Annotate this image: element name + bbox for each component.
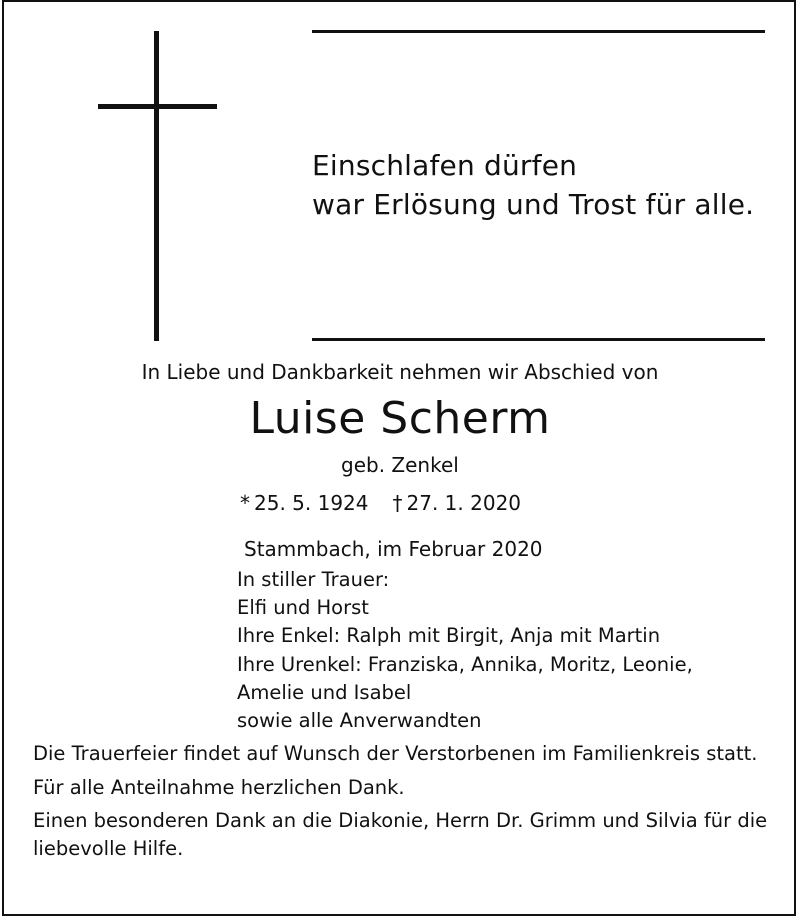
note-paragraph: Die Trauerfeier findet auf Wunsch der Verstorbenen im Familienkreis statt. <box>33 742 758 765</box>
death-date: 27. 1. 2020 <box>406 491 522 515</box>
top-divider <box>312 30 765 33</box>
birth-symbol: * <box>240 491 250 515</box>
intro-text: In Liebe und Dankbarkeit nehmen wir Abschied von <box>141 360 659 384</box>
maiden-name: geb. Zenkel <box>341 453 459 477</box>
mourners-list <box>237 566 693 735</box>
notes <box>33 740 773 868</box>
death-symbol: † <box>392 491 403 515</box>
note-paragraph: Für alle Anteilnahme herzlichen Dank. <box>33 775 405 799</box>
mourners-line: Ihre Urenkel: Franziska, Annika, Moritz, Leonie, <box>237 652 693 676</box>
cross-horizontal-bar <box>98 104 217 109</box>
motto <box>312 146 754 224</box>
mourners-line: Ihre Enkel: Ralph mit Birgit, Anja mit Martin <box>237 624 661 648</box>
note-paragraph: Einen besonderen Dank an die Diakonie, Herrn Dr. Grimm und Silvia für die liebevolle Hilfe. <box>33 809 768 860</box>
mourners-line: In stiller Trauer: <box>237 568 390 591</box>
life-dates <box>240 488 521 518</box>
motto-line-1: Einschlafen dürfen <box>312 149 578 182</box>
mourners-line: Elfi und Horst <box>237 596 369 620</box>
deceased-name: Luise Scherm <box>249 393 551 444</box>
bottom-divider <box>312 338 765 341</box>
motto-line-2: war Erlösung und Trost für alle. <box>312 188 755 221</box>
place-date: Stammbach, im Februar 2020 <box>244 537 543 561</box>
cross-vertical-bar <box>154 31 159 341</box>
birth-date: 25. 5. 1924 <box>254 491 369 515</box>
mourners-line: Amelie und Isabel <box>237 680 412 704</box>
mourners-line: sowie alle Anverwandten <box>237 709 482 733</box>
